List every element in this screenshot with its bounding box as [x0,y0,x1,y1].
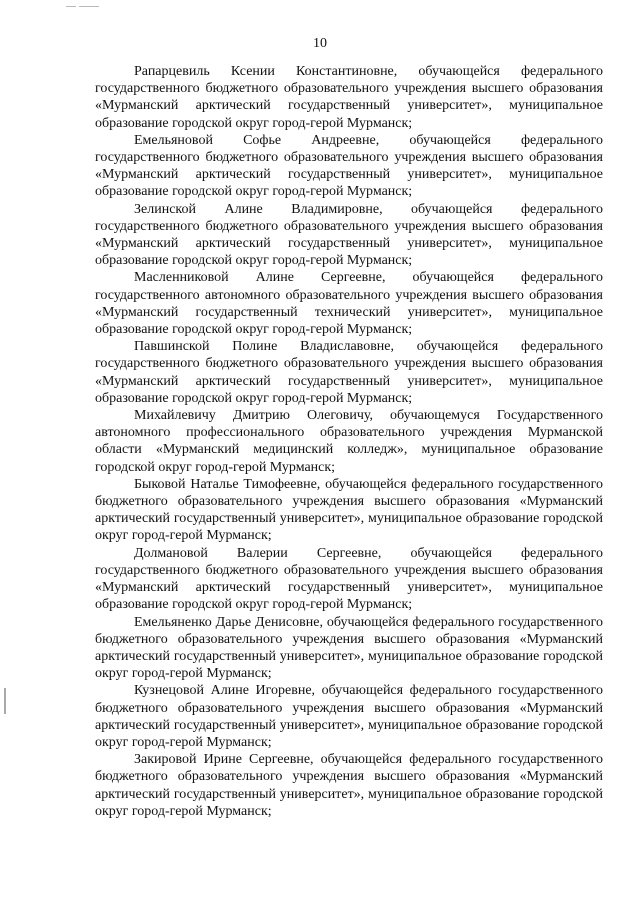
scan-artifact [79,6,99,7]
list-item: Михайлевичу Дмитрию Олеговичу, обучающемуся Государственного автономного профессионального образовательного учреждения Мурманской области «Мурманский медицинский колледж», муниципальное образование городской округ город-герой Мурманск; [95,408,603,475]
list-item: Зелинской Алине Владимировне, обучающейся федерального государственного бюджетного образовательного учреждения высшего образования «Мурманский арктический государственный университет», муниципальное образование городской округ город-герой Мурманск; [95,201,603,269]
list-item: Кузнецовой Алине Игоревне, обучающейся федерального государственного бюджетного образовательного учреждения высшего образования «Мурманский арктический государственный университет», муниципальное образование городской округ город-герой Мурманск; [95,683,603,750]
page-number: 10 [313,36,327,51]
list-item: Рапарцевиль Ксении Константиновне, обучающейся федерального государственного бюджетного образовательного учреждения высшего образования «Мурманский арктический государственный университет», муниципальное образование городской округ город-герой Мурманск; [95,64,603,131]
list-item: Масленниковой Алине Сергеевне, обучающейся федерального государственного автономного образовательного учреждения высшего образования «Мурманский государственный технический университет», муниципальное образование городской округ город-герой Мурманск; [95,270,603,338]
list-item: Долмановой Валерии Сергеевне, обучающейся федерального государственного бюджетного образовательного учреждения высшего образования «Мурманский арктический государственный университет», муниципальное образование городской округ город-герой Мурманск; [95,545,603,613]
list-item: Закировой Ирине Сергеевне, обучающейся федерального государственного бюджетного образовательного учреждения высшего образования «Мурманский арктический государственный университет», муниципальное образование городской округ город-герой Мурманск; [95,752,603,819]
scan-artifact [4,688,6,714]
list-item: Быковой Наталье Тимофеевне, обучающейся федерального государственного бюджетного образовательного учреждения высшего образования «Мурманский арктический государственный университет», муниципальное образование городской округ город-герой Мурманск; [95,476,603,544]
list-item: Емельяновой Софье Андреевне, обучающейся федерального государственного бюджетного образовательного учреждения высшего образования «Мурманский арктический государственный университет», муниципальное образование городской округ город-герой Мурманск; [95,132,603,200]
document-body [95,63,603,820]
scan-artifact [66,6,76,7]
list-item: Павшинской Полине Владиславовне, обучающейся федерального государственного бюджетного образовательного учреждения высшего образования «Мурманский арктический государственный университет», муниципальное образование городской округ город-герой Мурманск; [95,339,603,406]
list-item: Емельяненко Дарье Денисовне, обучающейся федерального государственного бюджетного образовательного учреждения высшего образования «Мурманский арктический государственный университет», муниципальное образование городской округ город-герой Мурманск; [95,614,603,682]
